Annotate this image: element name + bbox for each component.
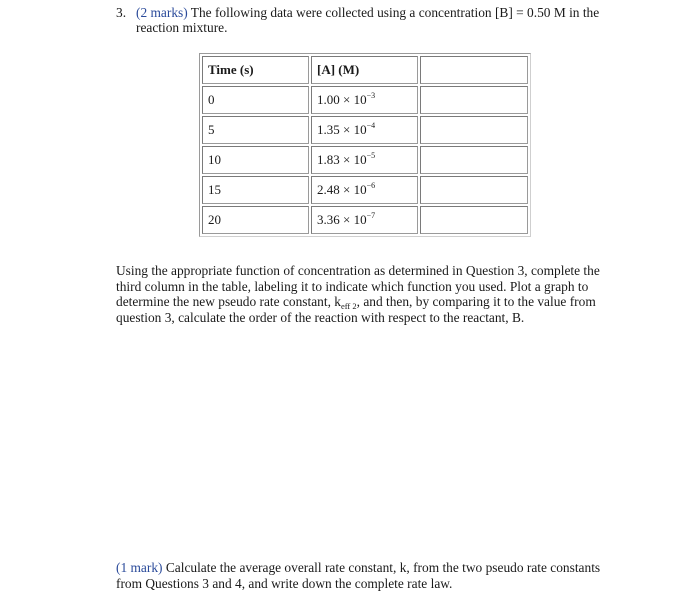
final-question-marks: (1 mark) (116, 560, 163, 575)
table-row (202, 146, 528, 174)
question-marks: (2 marks) (136, 5, 188, 20)
table-row (202, 176, 528, 204)
table-row (202, 116, 528, 144)
question-3-header (116, 5, 656, 35)
table-row (202, 86, 528, 114)
header-concentration: [A] (M) (311, 56, 418, 84)
k-eff-subscript: eff 2 (340, 301, 357, 312)
data-table (199, 53, 531, 237)
concentration-cell: $1.83 \times 10^{-5}$ (311, 146, 418, 174)
time-cell: 5 (202, 116, 309, 144)
time-cell: 0 (202, 86, 309, 114)
concentration-cell: $1.00 \times 10^{-3}$ (311, 86, 418, 114)
question-number: 3. (116, 5, 127, 20)
table-row (202, 206, 528, 234)
concentration-cell: $3.36 \times 10^{-7}$ (311, 206, 418, 234)
time-cell: 15 (202, 176, 309, 204)
function-cell (420, 146, 528, 174)
question-intro-line1: The following data were collected using a concentration [B] = 0.50 M in the (190, 5, 600, 20)
function-cell (420, 206, 528, 234)
header-function (420, 56, 528, 84)
concentration-cell: $1.35 \times 10^{-4}$ (311, 116, 418, 144)
concentration-cell: $2.48 \times 10^{-6}$ (311, 176, 418, 204)
instructions-paragraph: Using the appropriate function of concentration as determined in Question 3, complete the third column in the table, labeling it to indicate which function you used. Plot a graph to determine the new pseudo rate constant, $k_{eff 2}$, and then, by comparing it to the value from question 3, calculate the order of the reaction with respect to the reactant, B. (116, 263, 600, 325)
function-cell (420, 116, 528, 144)
time-cell: 20 (202, 206, 309, 234)
final-question-text: Calculate the average overall rate constant, k, from the two pseudo rate constants from Questions 3 and 4, and write down the complete rate law. (116, 560, 601, 591)
header-time: Time (s) (202, 56, 309, 84)
final-question-paragraph (116, 560, 626, 591)
function-cell (420, 86, 528, 114)
table-header-row (202, 56, 528, 84)
time-cell: 10 (202, 146, 309, 174)
function-cell (420, 176, 528, 204)
question-intro-line2: reaction mixture. (136, 20, 228, 35)
